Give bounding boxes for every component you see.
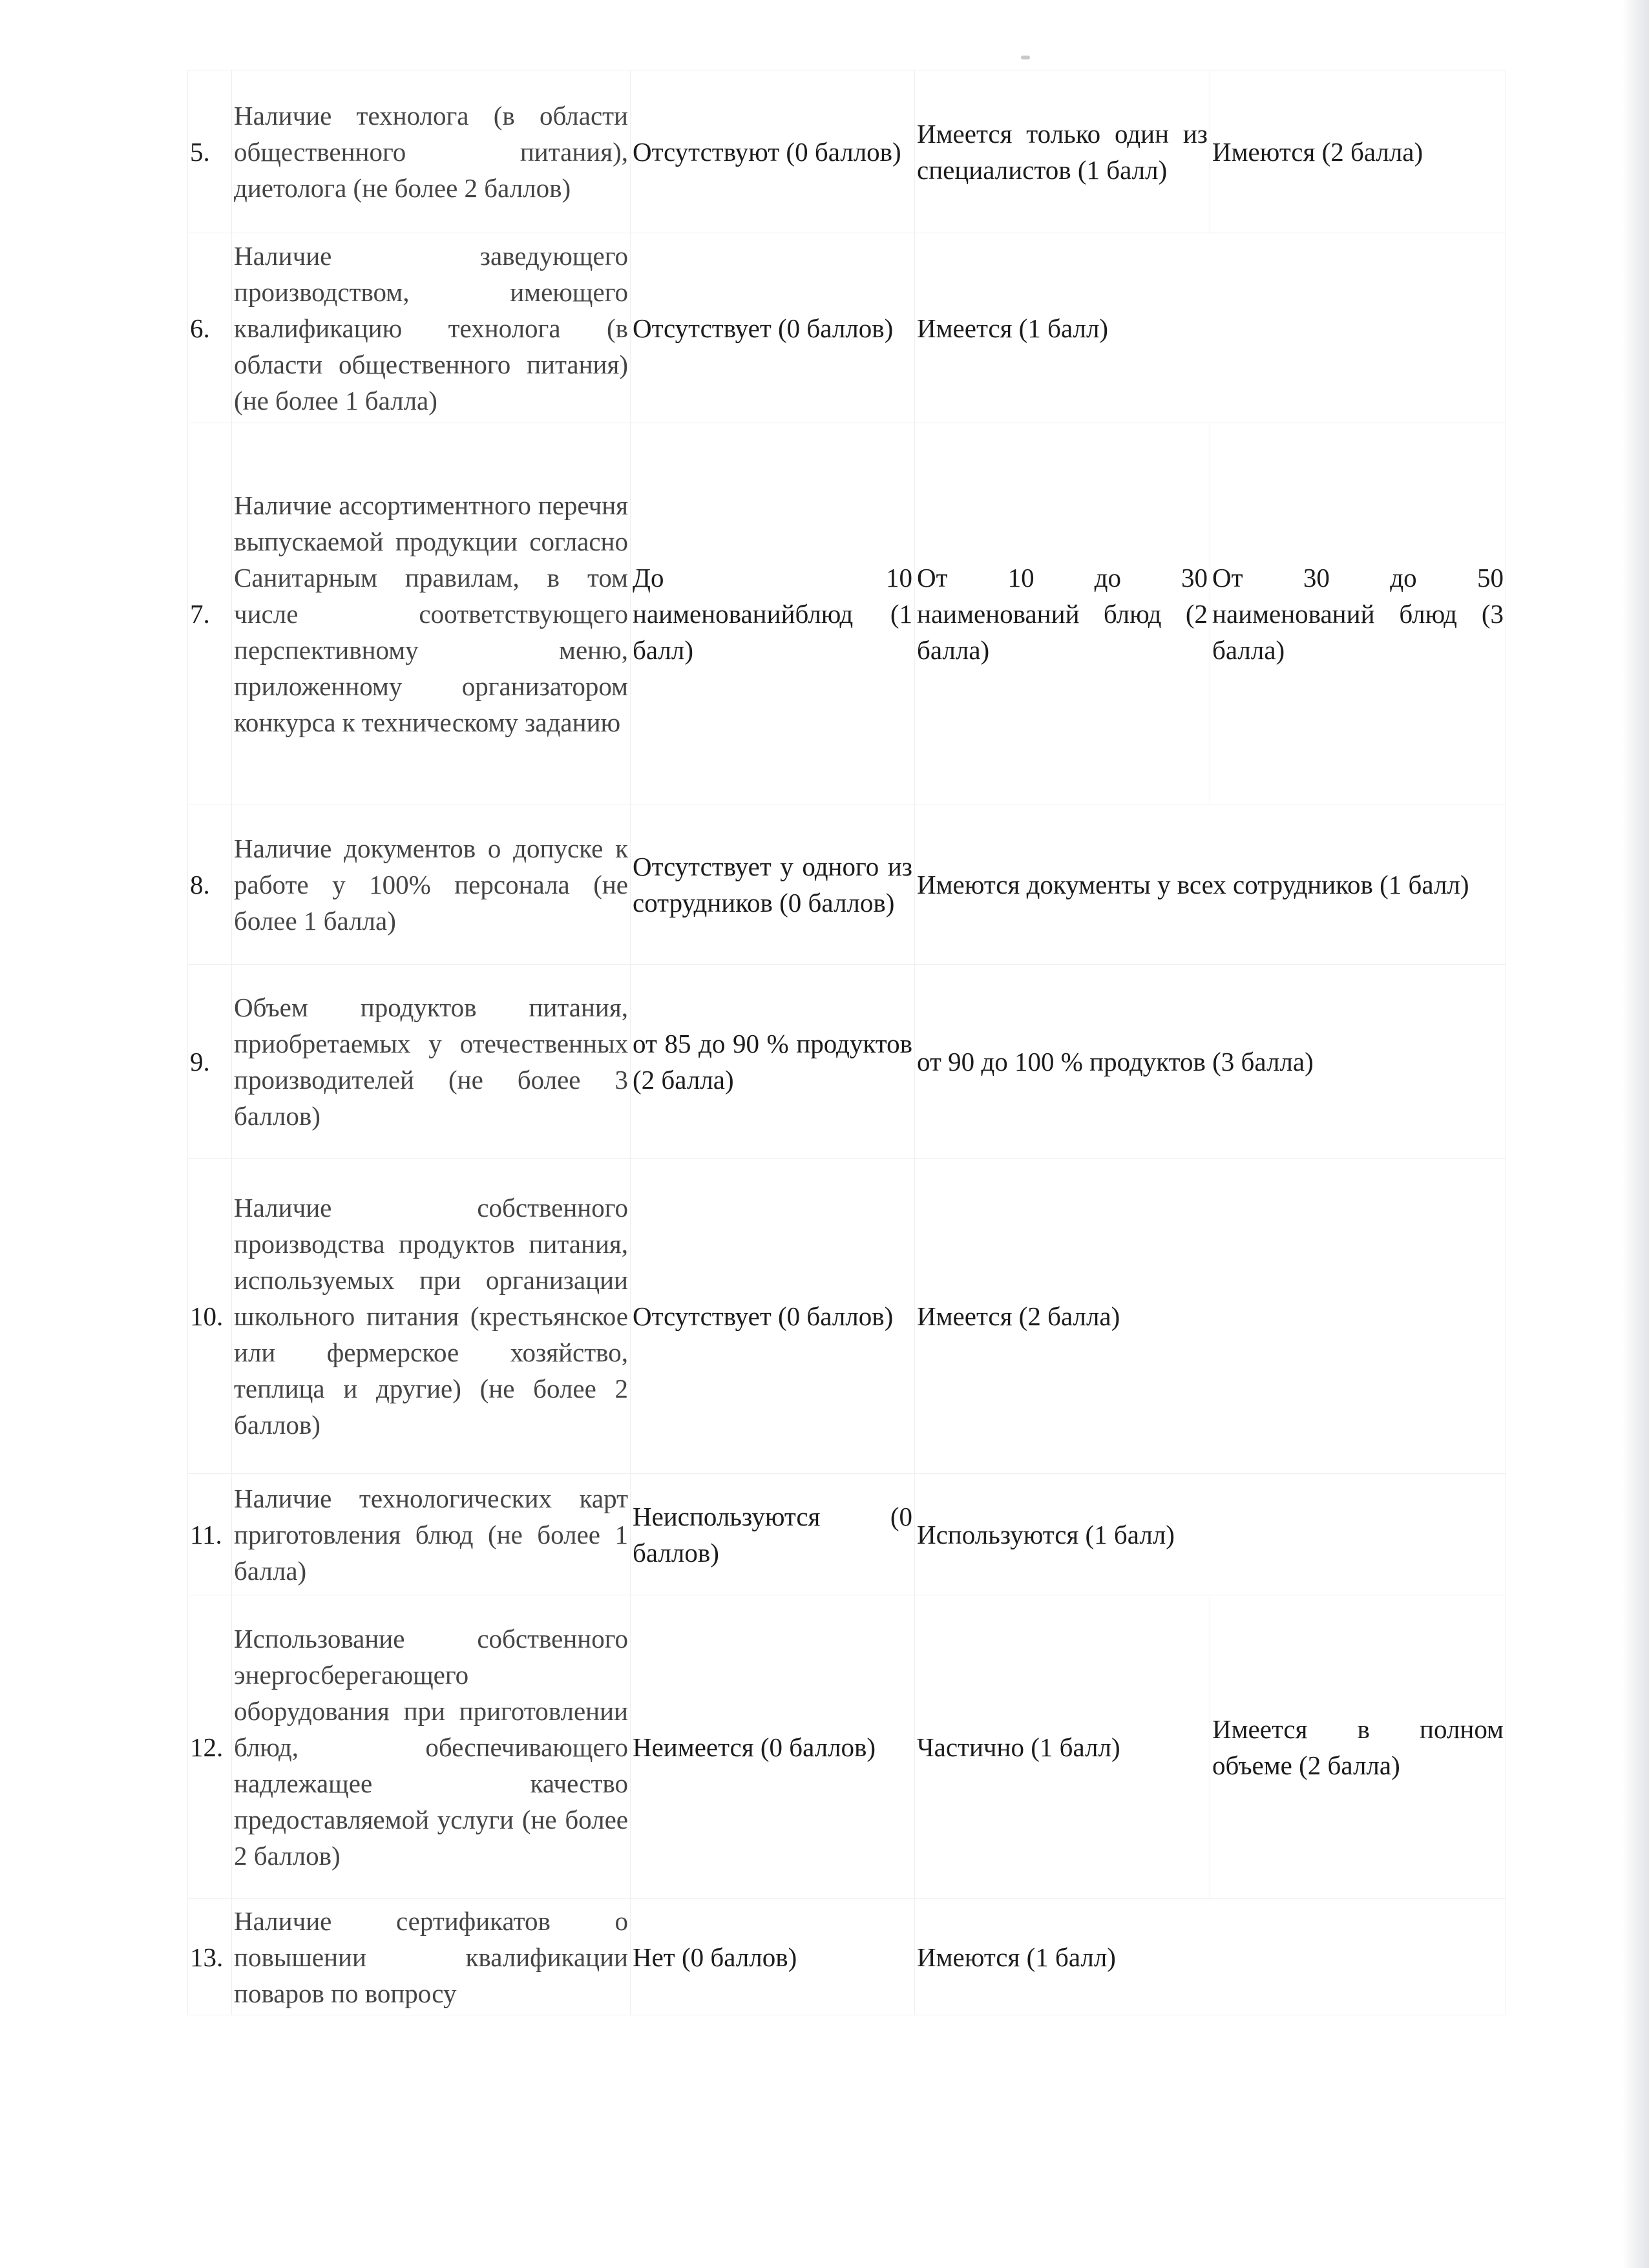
criterion-text: Наличие документов о допуске к работе у 100% персонала (не более 1 балла) [232,804,631,965]
score-option-3: От 30 до 50 наименований блюд (3 балла) [1210,423,1506,804]
row-number: 12. [188,1595,232,1899]
scan-speck [1021,56,1030,59]
score-option-1: Отсутствуют (0 баллов) [631,70,915,233]
score-option-2: Имеется (1 балл) [915,233,1506,423]
score-option-1: До 10 наименованийблюд (1 балл) [631,423,915,804]
table-row [188,1595,1506,1899]
table-row [188,804,1506,965]
criteria-table [187,70,1506,2015]
score-option-2: Имеется только один из специалистов (1 балл) [915,70,1210,233]
score-option-3: Имеются (2 балла) [1210,70,1506,233]
criterion-text: Наличие технологических карт приготовления блюд (не более 1 балла) [232,1474,631,1595]
score-option-2: от 90 до 100 % продуктов (3 балла) [915,965,1506,1159]
table-row [188,70,1506,233]
score-option-3: Имеется в полном объеме (2 балла) [1210,1595,1506,1899]
row-number: 10. [188,1159,232,1474]
score-option-1: Нет (0 баллов) [631,1899,915,2015]
criterion-text: Наличие заведующего производством, имеющего квалификацию технолога (в области общественного питания) (не более 1 балла) [232,233,631,423]
row-number: 7. [188,423,232,804]
score-option-2: Используются (1 балл) [915,1474,1506,1595]
table-row [188,1899,1506,2015]
score-option-1: от 85 до 90 % продуктов (2 балла) [631,965,915,1159]
criterion-text: Наличие ассортиментного перечня выпускаемой продукции согласно Санитарным правилам, в том числе соответствующего перспективному меню, приложенному организатором конкурса к техническому заданию [232,423,631,804]
score-option-1: Отсутствует (0 баллов) [631,233,915,423]
criterion-text: Наличие технолога (в области общественного питания), диетолога (не более 2 баллов) [232,70,631,233]
table-row [188,1159,1506,1474]
scan-edge-shadow [1622,0,1649,2268]
score-option-2: Имеются документы у всех сотрудников (1 балл) [915,804,1506,965]
score-option-1: Неимеется (0 баллов) [631,1595,915,1899]
score-option-2: Имеются (1 балл) [915,1899,1506,2015]
criterion-text: Использование собственного энергосберегающего оборудования при приготовлении блюд, обеспечивающего надлежащее качество предоставляемой услуги (не более 2 баллов) [232,1595,631,1899]
row-number: 5. [188,70,232,233]
score-option-1: Неиспользуются (0 баллов) [631,1474,915,1595]
score-option-2: От 10 до 30 наименований блюд (2 балла) [915,423,1210,804]
table-row [188,965,1506,1159]
criterion-text: Наличие сертификатов о повышении квалификации поваров по вопросу [232,1899,631,2015]
criterion-text: Объем продуктов питания, приобретаемых у отечественных производителей (не более 3 баллов) [232,965,631,1159]
score-option-1: Отсутствует у одного из сотрудников (0 баллов) [631,804,915,965]
row-number: 8. [188,804,232,965]
row-number: 9. [188,965,232,1159]
table-row [188,233,1506,423]
score-option-1: Отсутствует (0 баллов) [631,1159,915,1474]
row-number: 13. [188,1899,232,2015]
row-number: 6. [188,233,232,423]
score-option-2: Имеется (2 балла) [915,1159,1506,1474]
row-number: 11. [188,1474,232,1595]
criterion-text: Наличие собственного производства продуктов питания, используемых при организации школьного питания (крестьянское или фермерское хозяйство, теплица и другие) (не более 2 баллов) [232,1159,631,1474]
score-option-2: Частично (1 балл) [915,1595,1210,1899]
table-row [188,1474,1506,1595]
table-row [188,423,1506,804]
